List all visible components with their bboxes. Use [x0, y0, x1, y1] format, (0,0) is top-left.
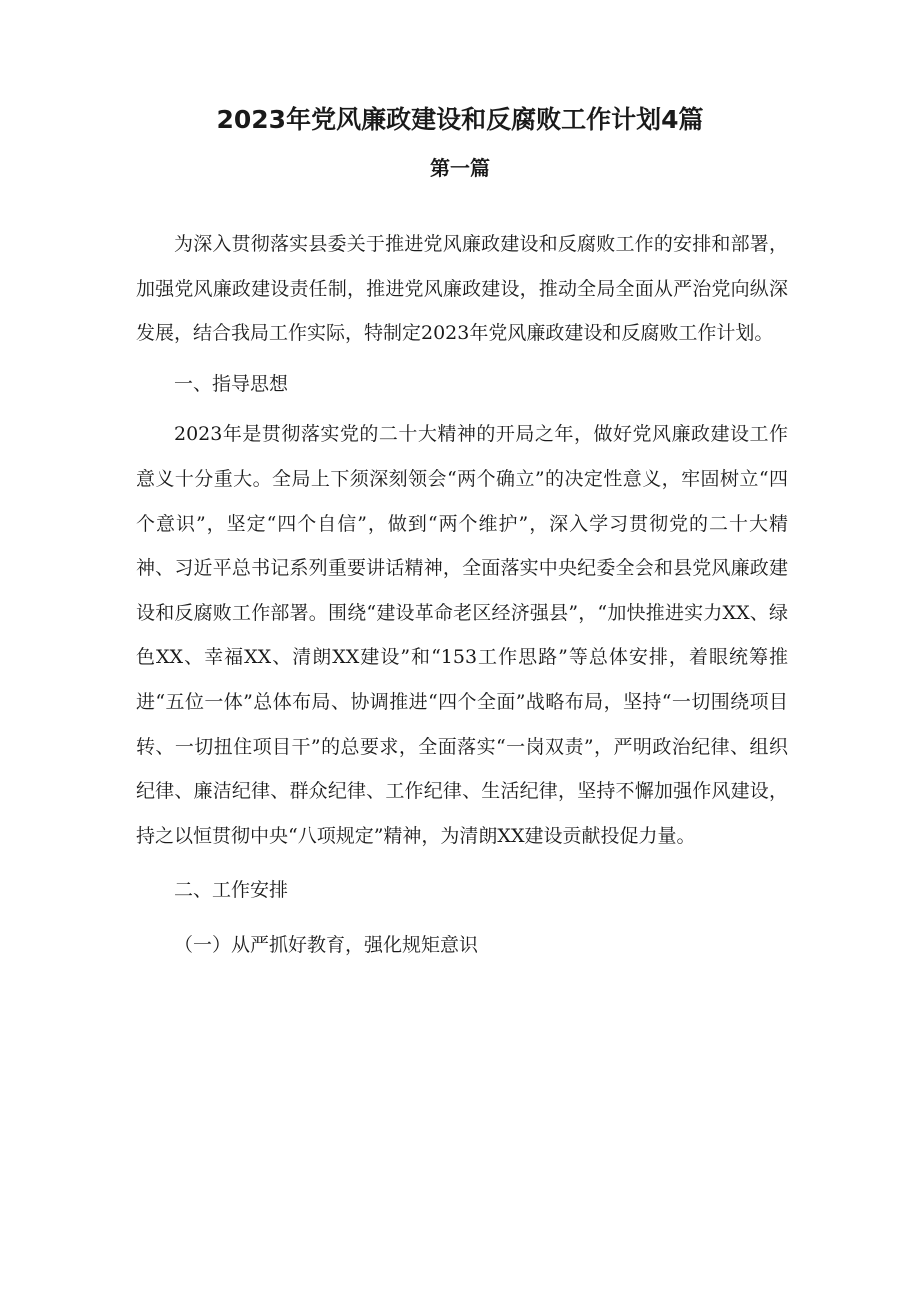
intro-paragraph: 为深入贯彻落实县委关于推进党风廉政建设和反腐败工作的安排和部署，加强党风廉政建设责任制，推进党风廉政建设，推动全局全面从严治党向纵深发展，结合我局工作实际，特制定2023年党风廉政建设和反腐败工作计划。: [136, 233, 788, 345]
heading-guiding-ideology: 一、指导思想: [174, 372, 289, 395]
subheading-education: （一）从严抓好教育，强化规矩意识: [174, 933, 479, 956]
spacer: [136, 858, 788, 868]
document-body: [136, 222, 788, 968]
document-title: 2023年党风廉政建设和反腐败工作计划4篇: [216, 105, 704, 134]
section-title: 第一篇: [430, 156, 490, 180]
heading-work-arrangement: 二、工作安排: [174, 879, 289, 902]
spacer: [136, 913, 788, 923]
guiding-ideology-paragraph: 2023年是贯彻落实党的二十大精神的开局之年，做好党风廉政建设工作意义十分重大。全局上下须深刻领会“两个确立”的决定性意义，牢固树立“四个意识”，坚定“四个自信”，做到“两个维护”，深入学习贯彻党的二十大精神、习近平总书记系列重要讲话精神，全面落实中央纪委全会和县党风廉政建设和反腐败工作部署。围绕“建设革命老区经济强县”，“加快推进实力XX、绿色XX、幸福XX、清朗XX建设”和“153工作思路”等总体安排，着眼统筹推进“五位一体”总体布局、协调推进“四个全面”战略布局，坚持“一切围绕项目转、一切扭住项目干”的总要求，全面落实“一岗双责”，严明政治纪律、组织纪律、廉洁纪律、群众纪律、工作纪律、生活纪律，坚持不懈加强作风建设，持之以恒贯彻中央“八项规定”精神，为清朗XX建设贡献投促力量。: [136, 423, 788, 847]
